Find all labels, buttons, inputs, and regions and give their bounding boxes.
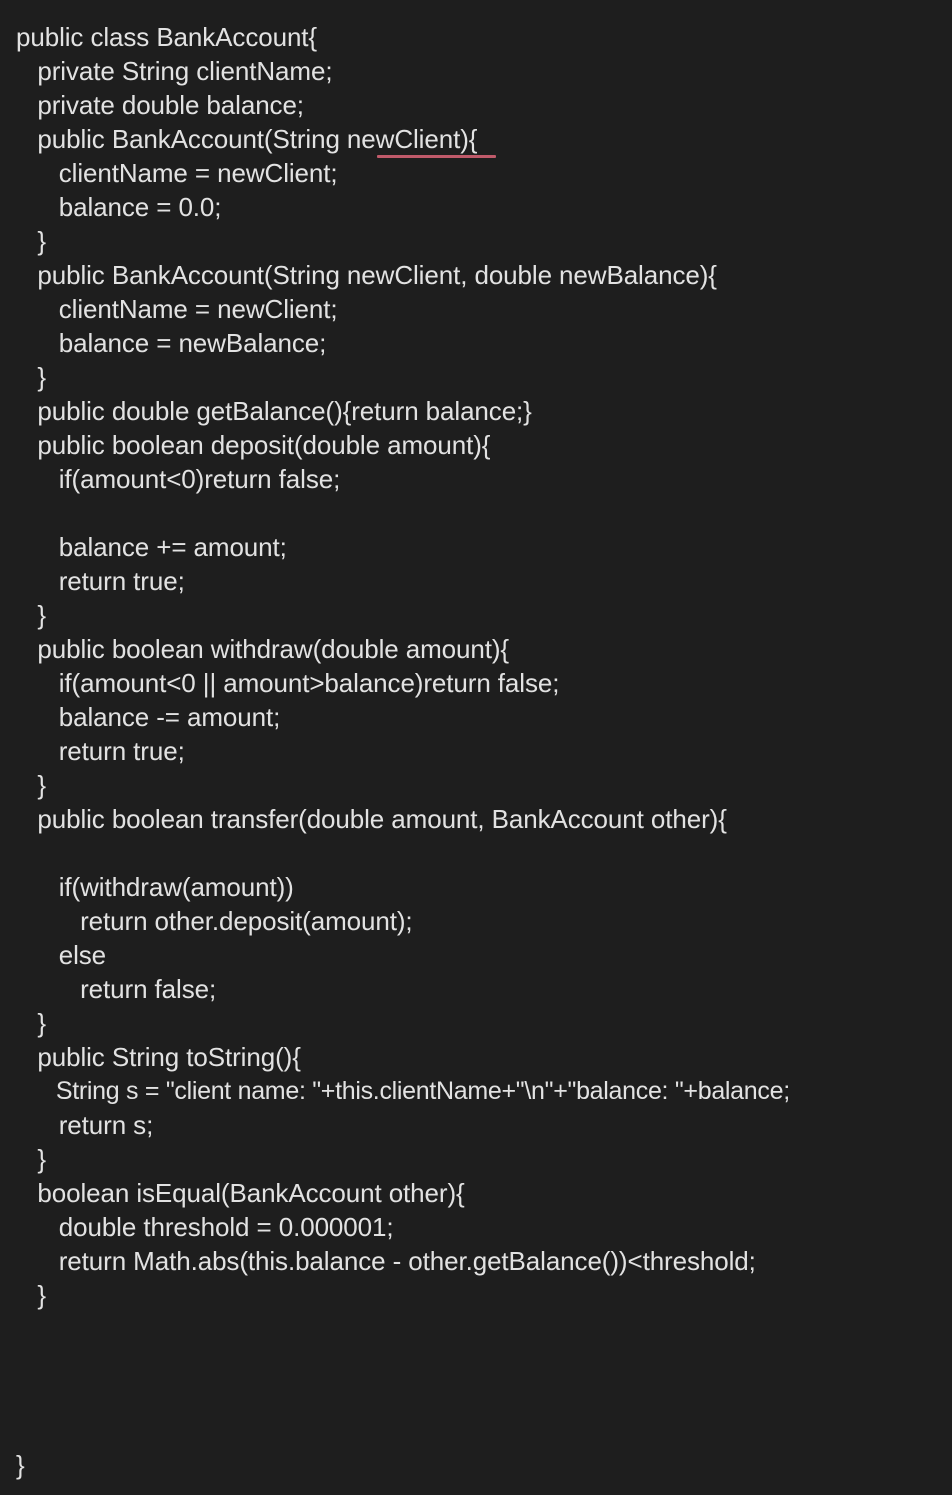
code-line-43[interactable]: }	[16, 1450, 25, 1480]
code-line-37[interactable]: return Math.abs(this.balance - other.getBalance())<threshold;	[16, 1246, 756, 1276]
code-line-24[interactable]: public boolean transfer(double amount, BankAccount other){	[16, 804, 727, 834]
code-line-3[interactable]: private double balance;	[16, 90, 304, 120]
code-line-35[interactable]: boolean isEqual(BankAccount other){	[16, 1178, 465, 1208]
code-line-17[interactable]: return true;	[16, 566, 185, 596]
code-line-34[interactable]: }	[16, 1144, 46, 1174]
code-line-31[interactable]: public String toString(){	[16, 1042, 301, 1072]
code-line-8[interactable]: public BankAccount(String newClient, double newBalance){	[16, 260, 717, 290]
code-line-38[interactable]: }	[16, 1280, 46, 1310]
code-line-19[interactable]: public boolean withdraw(double amount){	[16, 634, 509, 664]
code-line-7[interactable]: }	[16, 226, 46, 256]
code-line-4[interactable]: public BankAccount(String newClient){	[16, 124, 478, 154]
code-line-18[interactable]: }	[16, 600, 46, 630]
code-line-11[interactable]: }	[16, 362, 46, 392]
code-line-9[interactable]: clientName = newClient;	[16, 294, 338, 324]
code-line-14[interactable]: if(amount<0)return false;	[16, 464, 341, 494]
code-line-28[interactable]: else	[16, 940, 107, 970]
code-line-32[interactable]: String s = "client name: "+this.clientName+"\n"+"balance: "+balance;	[16, 1077, 790, 1105]
code-line-23[interactable]: }	[16, 770, 46, 800]
code-line-6[interactable]: balance = 0.0;	[16, 192, 222, 222]
code-line-21[interactable]: balance -= amount;	[16, 702, 281, 732]
code-line-36[interactable]: double threshold = 0.000001;	[16, 1212, 394, 1242]
code-line-27[interactable]: return other.deposit(amount);	[16, 906, 413, 936]
code-line-12[interactable]: public double getBalance(){return balance;}	[16, 396, 532, 426]
code-line-5[interactable]: clientName = newClient;	[16, 158, 338, 188]
code-line-20[interactable]: if(amount<0 || amount>balance)return false;	[16, 668, 560, 698]
code-line-30[interactable]: }	[16, 1008, 46, 1038]
code-line-33[interactable]: return s;	[16, 1110, 154, 1140]
error-squiggle	[377, 155, 496, 158]
code-line-10[interactable]: balance = newBalance;	[16, 328, 327, 358]
code-line-2[interactable]: private String clientName;	[16, 56, 333, 86]
code-line-16[interactable]: balance += amount;	[16, 532, 287, 562]
code-line-22[interactable]: return true;	[16, 736, 185, 766]
code-line-26[interactable]: if(withdraw(amount))	[16, 872, 294, 902]
code-line-29[interactable]: return false;	[16, 974, 217, 1004]
code-line-13[interactable]: public boolean deposit(double amount){	[16, 430, 491, 460]
code-line-1[interactable]: public class BankAccount{	[16, 22, 318, 52]
